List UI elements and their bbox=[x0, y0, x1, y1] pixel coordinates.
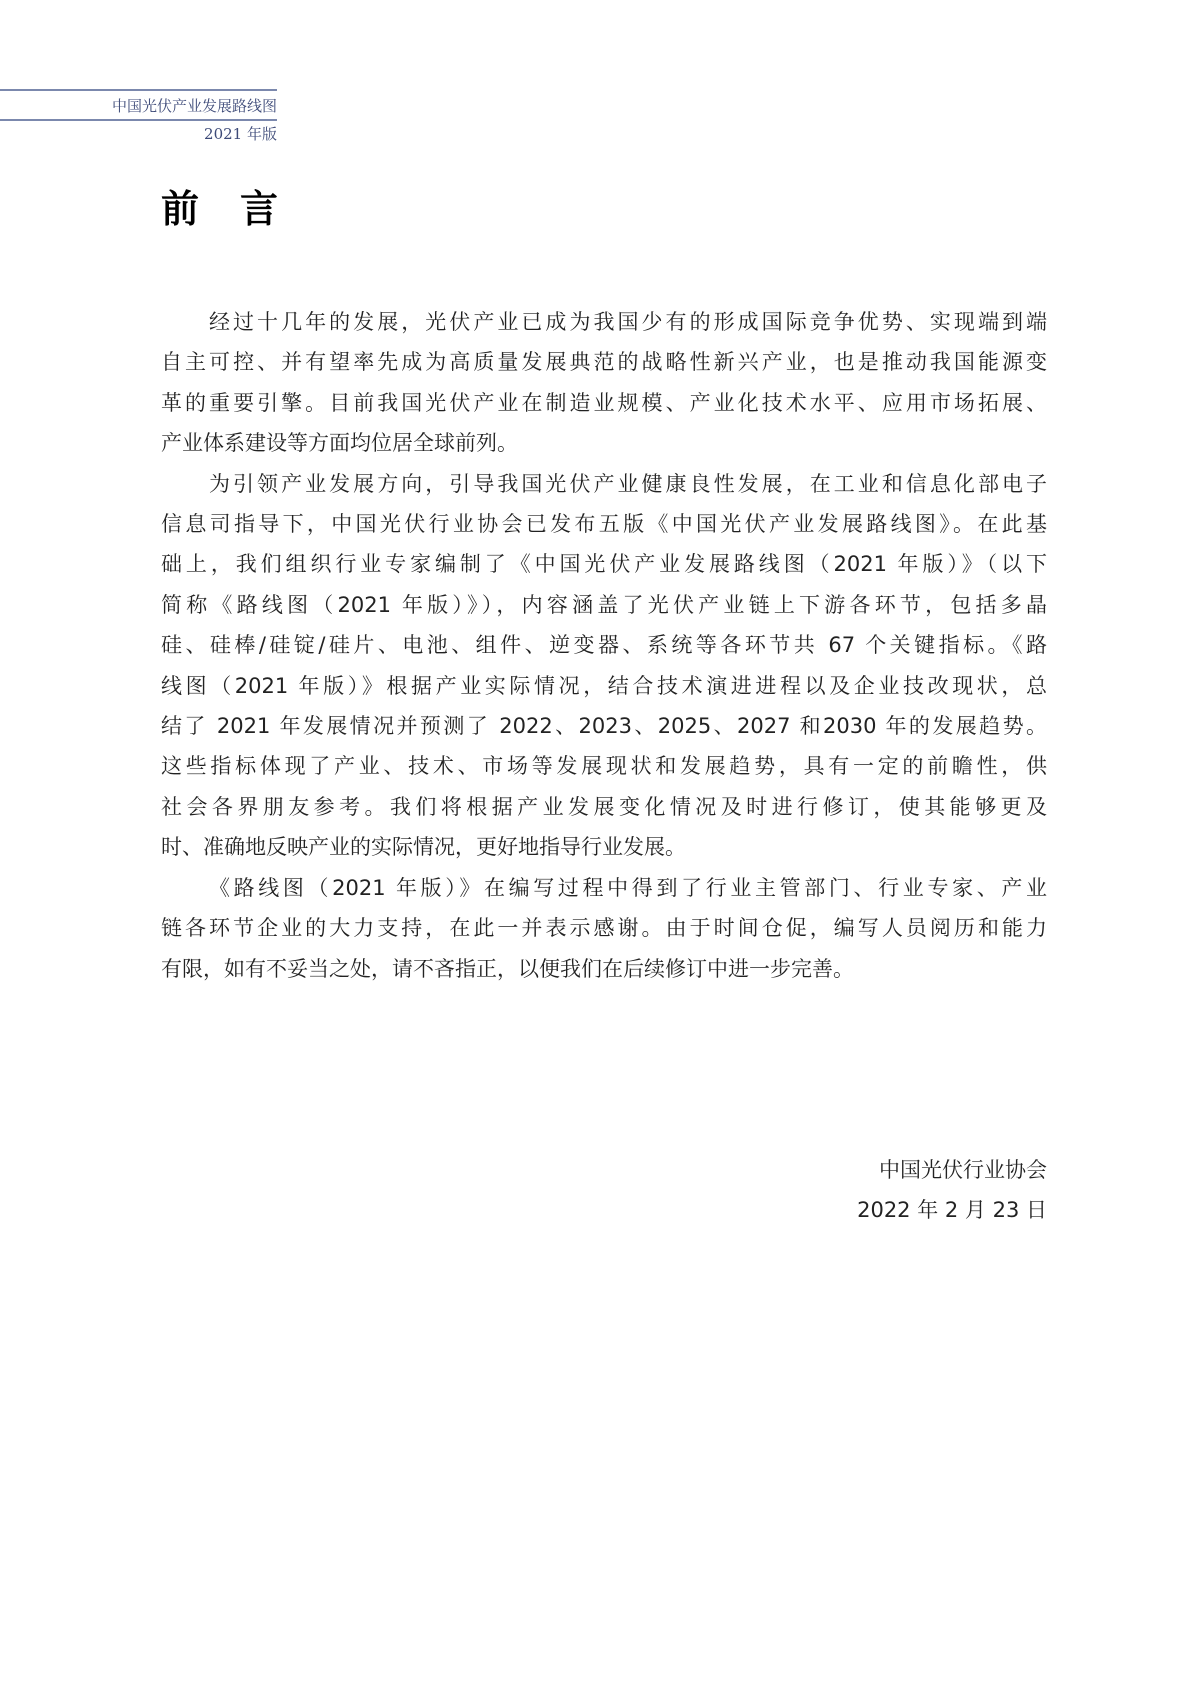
paragraph bbox=[161, 868, 1047, 989]
signature-date: 2022 年 2 月 23 日 bbox=[857, 1198, 1047, 1222]
paragraph bbox=[161, 302, 1047, 464]
paragraph-line: 革的重要引擎。目前我国光伏产业在制造业规模、产业化技术水平、应用市场拓展、 bbox=[161, 390, 1047, 415]
paragraph-line: 信息司指导下，中国光伏行业协会已发布五版《中国光伏产业发展路线图》。在此基 bbox=[161, 512, 1047, 537]
paragraph-line: 这些指标体现了产业、技术、市场等发展现状和发展趋势，具有一定的前瞻性，供 bbox=[161, 754, 1047, 779]
signature-organization: 中国光伏行业协会 bbox=[879, 1158, 1047, 1182]
paragraph-line: 链各环节企业的大力支持，在此一并表示感谢。由于时间仓促，编写人员阅历和能力 bbox=[161, 916, 1047, 941]
edition-label: 2021 年版 bbox=[204, 125, 277, 143]
paragraph-line: 产业体系建设等方面均位居全球前列。 bbox=[161, 431, 518, 456]
paragraph-line: 经过十几年的发展，光伏产业已成为我国少有的形成国际竞争优势、实现端到端 bbox=[209, 310, 1047, 334]
page-title-char: 言 bbox=[239, 187, 278, 231]
paragraph-line: 时、准确地反映产业的实际情况，更好地指导行业发展。 bbox=[161, 835, 686, 860]
paragraph-line: 社会各界朋友参考。我们将根据产业发展变化情况及时进行修订，使其能够更及 bbox=[161, 794, 1047, 819]
paragraph-line: 《路线图（2021 年版）》在编写过程中得到了行业主管部门、行业专家、产业 bbox=[209, 875, 1047, 900]
header-rule-bottom bbox=[0, 119, 277, 121]
page-title bbox=[161, 178, 278, 233]
paragraph-line: 简称《路线图（2021 年版）》），内容涵盖了光伏产业链上下游各环节，包括多晶 bbox=[161, 592, 1047, 617]
paragraph-line: 有限，如有不妥当之处，请不吝指正，以便我们在后续修订中进一步完善。 bbox=[161, 956, 854, 981]
document-title: 中国光伏产业发展路线图 bbox=[111, 97, 277, 115]
paragraph-line: 为引领产业发展方向，引导我国光伏产业健康良性发展，在工业和信息化部电子 bbox=[209, 471, 1047, 496]
header-rule-top bbox=[0, 89, 277, 91]
paragraph-line: 线图（2021 年版）》根据产业实际情况，结合技术演进进程以及企业技改现状，总 bbox=[161, 673, 1047, 698]
paragraph-line: 硅、硅棒/硅锭/硅片、电池、组件、逆变器、系统等各环节共 67 个关键指标。《路 bbox=[161, 633, 1047, 658]
preface-body bbox=[161, 302, 1047, 989]
paragraph-line: 结了 2021 年发展情况并预测了 2022、2023、2025、2027 和2030 年的发展趋势。 bbox=[161, 714, 1047, 739]
page-title-char: 前 bbox=[161, 187, 200, 231]
paragraph-line: 础上，我们组织行业专家编制了《中国光伏产业发展路线图（2021 年版）》（以下 bbox=[161, 552, 1047, 577]
paragraph bbox=[161, 464, 1047, 868]
paragraph-line: 自主可控、并有望率先成为高质量发展典范的战略性新兴产业，也是推动我国能源变 bbox=[161, 350, 1047, 375]
